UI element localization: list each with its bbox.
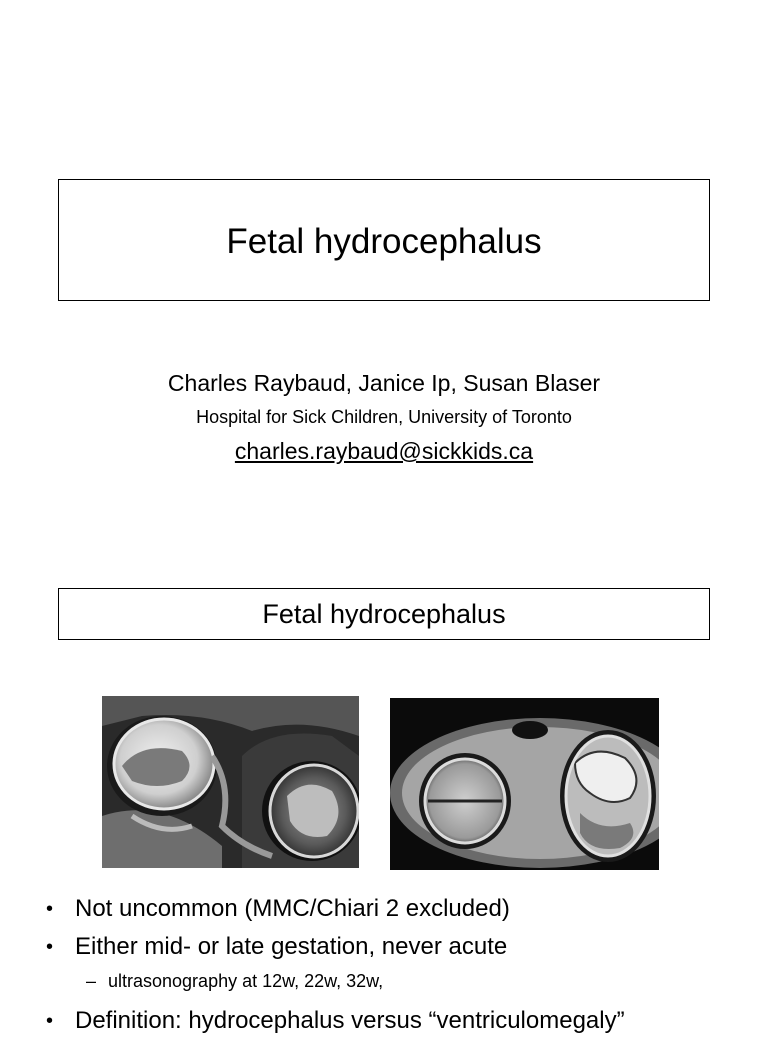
- sub-bullet-text: ultrasonography at 12w, 22w, 32w,: [108, 971, 384, 991]
- email-link[interactable]: charles.raybaud@sickkids.ca: [234, 438, 534, 464]
- bullet-list: [0, 892, 768, 1042]
- bullet-text: Not uncommon (MMC/Chiari 2 excluded): [75, 895, 510, 922]
- fetal-mri-sagittal-image: [102, 696, 359, 868]
- slide2-title: Fetal hydrocephalus: [262, 598, 506, 629]
- fetal-mri-axial-image: [390, 698, 659, 870]
- bullet-marker: •: [46, 898, 54, 920]
- bullet-item: [0, 1004, 768, 1042]
- bullet-marker: •: [46, 1010, 54, 1032]
- bullet-text: Either mid- or late gestation, never acute: [75, 933, 508, 960]
- bullet-item: [0, 892, 768, 930]
- slide1-title-box: [58, 179, 710, 301]
- slide1-title: Fetal hydrocephalus: [226, 222, 542, 261]
- bullet-item: [0, 930, 768, 968]
- bullet-marker: •: [46, 936, 54, 958]
- email-line: [0, 436, 768, 466]
- sub-bullet-marker: –: [86, 971, 97, 991]
- sub-bullet-item: [0, 968, 768, 1004]
- affiliation: Hospital for Sick Children, University of Toronto: [196, 407, 572, 427]
- authors: Charles Raybaud, Janice Ip, Susan Blaser: [167, 370, 601, 396]
- slide2-title-box: [58, 588, 710, 640]
- bullet-text: Definition: hydrocephalus versus “ventriculomegaly”: [75, 1007, 625, 1034]
